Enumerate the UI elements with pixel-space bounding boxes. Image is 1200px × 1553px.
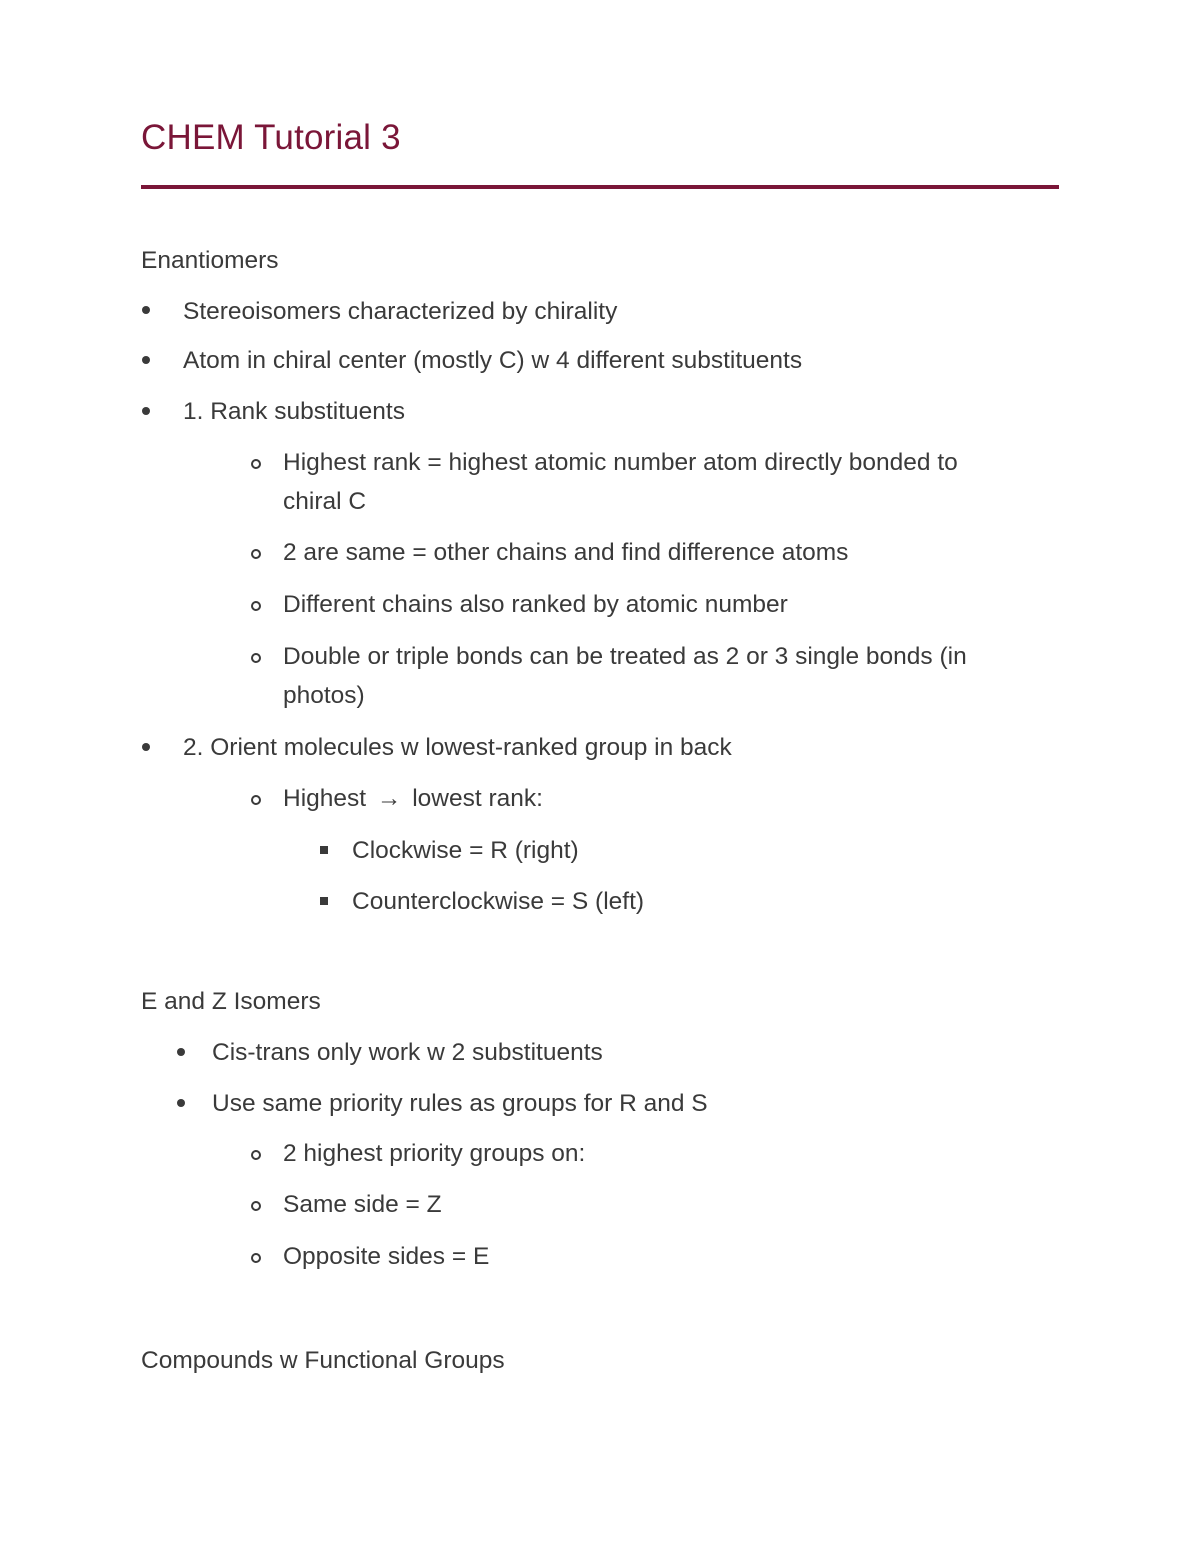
list-item: Different chains also ranked by atomic number xyxy=(283,591,788,618)
hollow-bullet-icon xyxy=(251,601,261,611)
list-item: Stereoisomers characterized by chirality xyxy=(183,298,618,325)
list-item: 1. Rank substituents xyxy=(183,398,405,425)
list-item: Double or triple bonds can be treated as 2 or 3 single bonds (in xyxy=(283,643,967,670)
list-item xyxy=(283,779,543,819)
bullet-icon xyxy=(142,356,150,364)
list-item: Highest rank = highest atomic number atom directly bonded to xyxy=(283,449,958,476)
section-heading-functional-groups: Compounds w Functional Groups xyxy=(141,1347,505,1374)
list-item: Counterclockwise = S (left) xyxy=(352,888,645,915)
bullet-icon xyxy=(142,743,150,751)
square-bullet-icon xyxy=(320,846,328,854)
list-item: 2 are same = other chains and find difference atoms xyxy=(283,539,849,566)
list-item: Opposite sides = E xyxy=(283,1243,490,1270)
right-arrow-icon: → xyxy=(376,785,402,812)
hollow-bullet-icon xyxy=(251,1201,261,1211)
list-item: Same side = Z xyxy=(283,1191,442,1218)
hollow-bullet-icon xyxy=(251,1150,261,1160)
list-item: Clockwise = R (right) xyxy=(352,837,579,864)
list-item-text-before: Highest xyxy=(283,785,367,812)
section-heading-enantiomers: Enantiomers xyxy=(141,247,279,274)
hollow-bullet-icon xyxy=(251,1253,261,1263)
list-item-continuation: photos) xyxy=(283,682,365,709)
bullet-icon xyxy=(142,407,150,415)
list-item: Cis-trans only work w 2 substituents xyxy=(212,1039,603,1066)
list-item: 2 highest priority groups on: xyxy=(283,1140,586,1167)
list-item-text-after: lowest rank: xyxy=(412,785,543,812)
title-underline xyxy=(141,185,1059,189)
list-item: 2. Orient molecules w lowest-ranked group in back xyxy=(183,734,732,761)
hollow-bullet-icon xyxy=(251,795,261,805)
list-item-continuation: chiral C xyxy=(283,488,367,515)
bullet-icon xyxy=(177,1099,185,1107)
bullet-icon xyxy=(177,1048,185,1056)
square-bullet-icon xyxy=(320,897,328,905)
hollow-bullet-icon xyxy=(251,549,261,559)
hollow-bullet-icon xyxy=(251,653,261,663)
bullet-icon xyxy=(142,306,150,314)
hollow-bullet-icon xyxy=(251,459,261,469)
list-item: Use same priority rules as groups for R and S xyxy=(212,1090,708,1117)
section-heading-e-z-isomers: E and Z Isomers xyxy=(141,988,321,1015)
list-item: Atom in chiral center (mostly C) w 4 different substituents xyxy=(183,347,803,374)
document-title: CHEM Tutorial 3 xyxy=(141,118,401,157)
